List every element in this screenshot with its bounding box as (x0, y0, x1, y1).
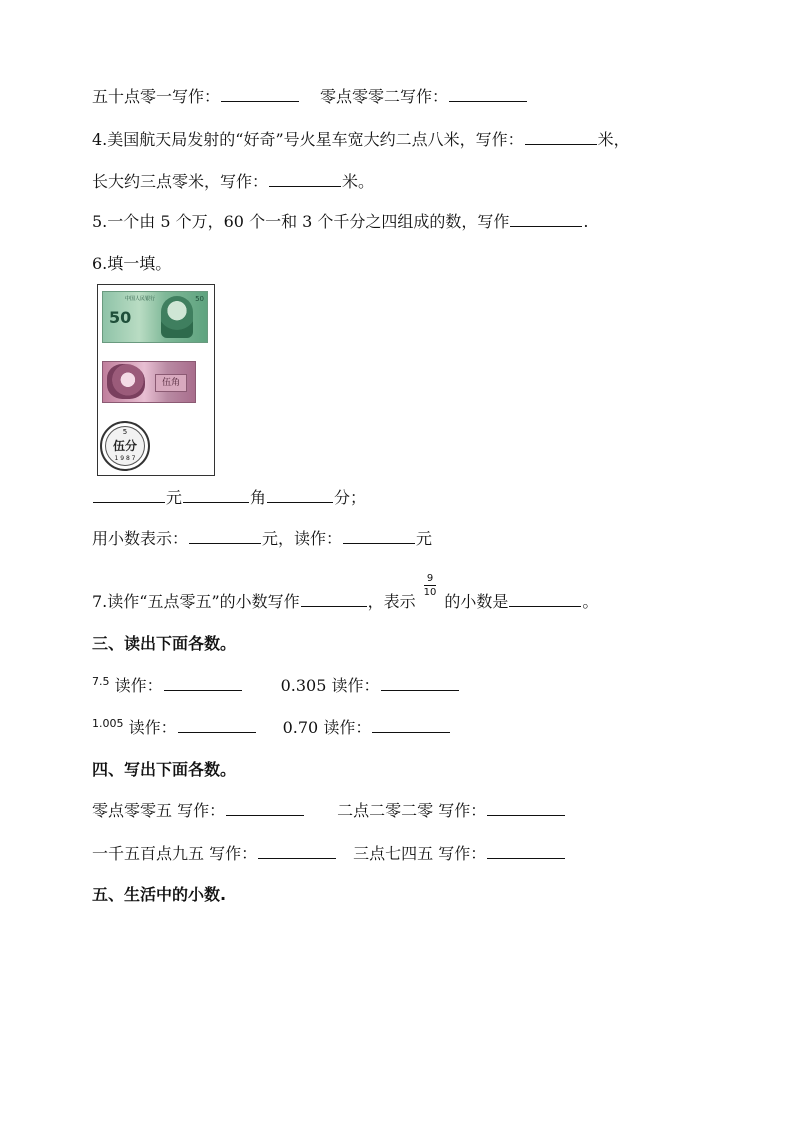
answer-blank[interactable] (178, 718, 256, 733)
read-label: 读作： (114, 676, 163, 695)
five-jiao-note (102, 361, 196, 403)
section3-row2 (92, 717, 451, 739)
fifty-yuan-note (102, 291, 208, 343)
section4-title: 四、写出下面各数。 (92, 760, 237, 779)
q4-line1-prefix: 4.美国航天局发射的“好奇”号火星车宽大约二点八米，写作： (92, 130, 524, 149)
q4-line1-suffix: 米， (597, 130, 630, 149)
answer-blank[interactable] (509, 592, 581, 607)
answer-blank[interactable] (510, 212, 582, 227)
section3-title: 三、读出下面各数。 (92, 634, 237, 653)
coin-main-text: 伍分 (112, 439, 137, 453)
answer-blank[interactable] (267, 488, 333, 503)
q4-line2-suffix: 米。 (342, 172, 375, 191)
money-picture (97, 284, 215, 476)
q6-decimal-line (92, 528, 432, 550)
read-number: 7.5 (92, 675, 110, 688)
answer-blank[interactable] (183, 488, 249, 503)
fraction (424, 573, 437, 598)
answer-blank[interactable] (226, 801, 304, 816)
answer-blank[interactable] (221, 87, 299, 102)
read-label: 读作： (323, 718, 372, 737)
answer-blank[interactable] (487, 844, 565, 859)
answer-blank[interactable] (372, 718, 450, 733)
note50-value: 50 (109, 308, 132, 327)
q5-prefix: 5.一个由 5 个万，60 个一和 3 个千分之四组成的数，写作 (92, 212, 510, 231)
q3-b-label: 零点零零二写作： (320, 87, 449, 106)
q4-line2-prefix: 长大约三点零米，写作： (92, 172, 269, 191)
q6-decimal-mid: 元，读作： (262, 529, 343, 548)
section3-row1 (92, 675, 460, 697)
answer-blank[interactable] (381, 676, 459, 691)
q3-tail-line (92, 86, 528, 108)
q7-mid: ，表示 (367, 592, 416, 611)
coin-year: 1 9 8 7 (114, 455, 136, 462)
q5-line (92, 211, 589, 233)
q6-units-line (92, 487, 366, 509)
coin-top-value: 5 (122, 428, 128, 436)
answer-blank[interactable] (525, 130, 597, 145)
answer-blank[interactable] (189, 529, 261, 544)
write-text: 二点二零二零 (337, 801, 434, 820)
write-label: 写作： (438, 801, 487, 820)
q3-a-label: 五十点零一写作： (92, 87, 221, 106)
q7-after-frac: 的小数是 (444, 592, 509, 611)
note50-small-value: 50 (195, 295, 204, 303)
unit-yuan: 元 (166, 488, 183, 507)
fraction-bar (424, 585, 436, 586)
note5j-label: 伍角 (155, 374, 187, 392)
q7-suffix: 。 (582, 592, 599, 611)
q6-decimal-suffix: 元 (416, 529, 433, 548)
q7-line (92, 573, 599, 616)
write-label: 写作： (209, 844, 258, 863)
section4-row1 (92, 800, 566, 822)
q4-line2 (92, 171, 374, 193)
section5-title: 五、生活中的小数. (92, 885, 227, 904)
write-text: 零点零零五 (92, 801, 173, 820)
answer-blank[interactable] (301, 592, 367, 607)
unit-jiao: 角 (250, 488, 267, 507)
read-number: 0.305 (280, 676, 327, 695)
read-number: 1.005 (92, 717, 124, 730)
q6-decimal-prefix: 用小数表示： (92, 529, 189, 548)
note50-bank-text: 中国人民银行 (125, 296, 156, 302)
write-label: 写作： (438, 844, 487, 863)
read-number: 0.70 (282, 718, 319, 737)
write-text: 三点七四五 (353, 844, 434, 863)
answer-blank[interactable] (269, 172, 341, 187)
q4-line1 (92, 129, 630, 151)
write-label: 写作： (177, 801, 226, 820)
answer-blank[interactable] (164, 676, 242, 691)
section4-row2 (92, 843, 566, 865)
answer-blank[interactable] (487, 801, 565, 816)
portrait-icon (161, 296, 193, 338)
read-label: 读作： (128, 718, 177, 737)
answer-blank[interactable] (258, 844, 336, 859)
answer-blank[interactable] (93, 488, 165, 503)
read-label: 读作： (331, 676, 380, 695)
write-text: 一千五百点九五 (92, 844, 205, 863)
portrait-icon (107, 364, 145, 399)
unit-fen: 分； (334, 488, 367, 507)
q6-title: 6.填一填。 (92, 254, 172, 273)
q5-suffix: . (583, 212, 589, 231)
answer-blank[interactable] (449, 87, 527, 102)
q7-prefix: 7.读作“五点零五”的小数写作 (92, 592, 300, 611)
fraction-denominator: 10 (423, 587, 437, 598)
answer-blank[interactable] (343, 529, 415, 544)
fraction-numerator: 9 (426, 573, 434, 584)
five-fen-coin (100, 421, 150, 471)
